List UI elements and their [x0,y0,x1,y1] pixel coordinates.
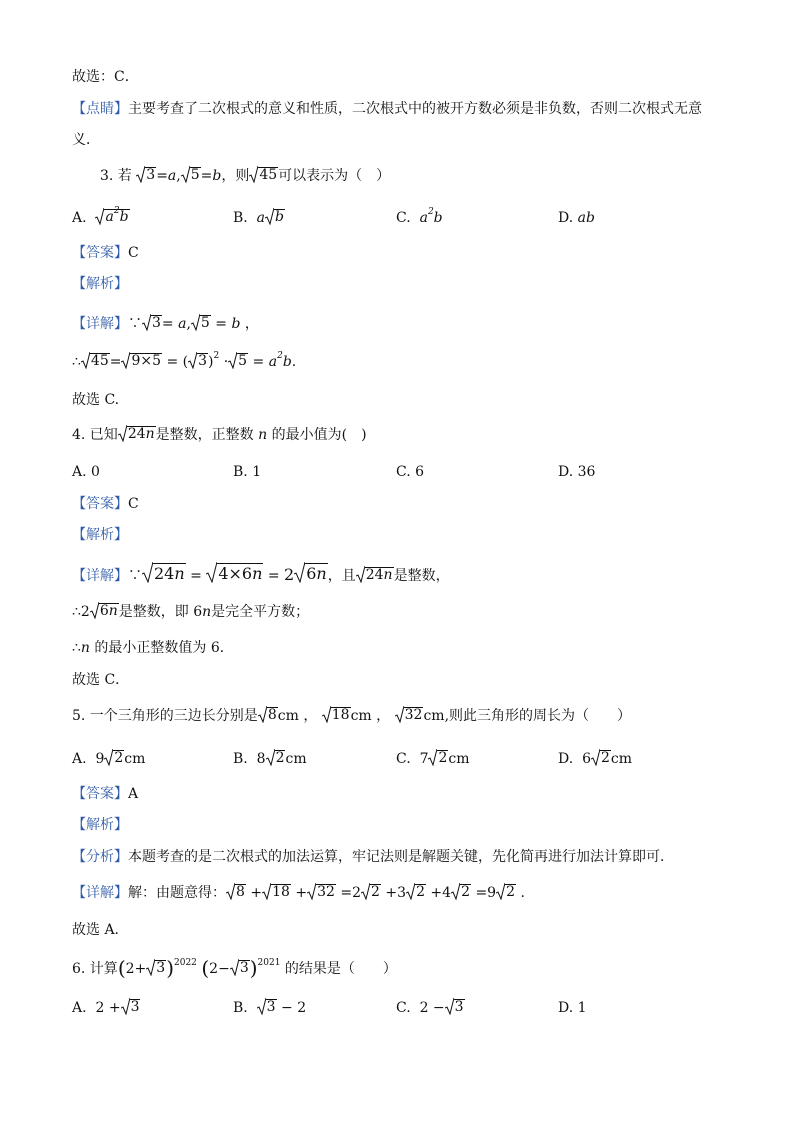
conclusion: 故选 C． [72,672,130,688]
option-c: C. 6 [396,464,425,480]
detail-line: ∴n 的最小正整数值为 6． [72,640,234,656]
dianjing-tag: 【点睛】 [72,101,128,117]
conclusion: 故选 A． [72,922,129,938]
answer-line: 【答案】A [72,786,139,802]
analysis-line: 【分析】本题考查的是二次根式的加法运算，牢记法则是解题关键，先化简再进行加法计算即可． [72,849,674,865]
option-a: A. 9 2 cm [72,750,146,767]
sqrt-3: 3 [136,166,156,183]
question-4-stem: 4. 已知 24n 是整数，正整数 n 的最小值为( ) [72,426,367,443]
option-c: C. 2 − 3 [396,999,464,1016]
option-b: B. a b [233,209,284,226]
option-c: C. 7 2 cm [396,750,470,767]
detail-line: 【详解】解：由题意得： 8 + 18 + 32 =2 2 +3 2 +4 2 =9 2 . [72,884,525,901]
detail-line: 【详解】∵ 3 = a, 5 = b ， [72,315,259,332]
option-d: D. ab [558,210,595,226]
text-line: 义． [72,132,100,148]
answer-line: 【答案】C [72,245,139,261]
sqrt-5: 5 [181,166,201,183]
question-5-stem: 5. 一个三角形的三边长分别是 8 cm ， 18 cm ， 32 cm,则此三角形的周长为（ ） [72,707,632,724]
detail-line: ∴2 6n 是整数，即 6n是完全平方数； [72,603,310,620]
option-c: C. $a^2b$ [396,207,443,226]
sqrt-45: 45 [249,166,278,183]
option-a: A. 0 [72,464,100,480]
analysis-tag: 【解析】 [72,527,128,543]
conclusion: 故选 C. [72,392,120,408]
option-d: D. 6 2 cm [558,750,633,767]
analysis-tag: 【解析】 [72,276,128,292]
option-a: A. $a^2b$ [72,206,129,226]
detail-line: ∴ 45 = 9×5 = ( 3 )$^2$ · 5 = $a^2b$. [72,351,297,370]
dianjing-line: 【点睛】主要考查了二次根式的意义和性质，二次根式中的被开方数必须是非负数，否则二次根式无意 [72,101,702,117]
analysis-tag: 【解析】 [72,817,128,833]
option-d: D. 36 [558,464,596,480]
option-d: D. 1 [558,1000,587,1016]
detail-line: 【详解】∵ 24n = 4×6n = 2 6n ，且 24n 是整数， [72,564,450,584]
question-3-stem: 3. 若 3 =a, 5 =b，则 45 可以表示为（ ） [100,167,391,184]
option-a: A. 2 + 3 [72,999,140,1016]
option-b: B. 1 [233,464,262,480]
option-b: B. 8 2 cm [233,750,307,767]
question-6-stem: 6. 计算(2+ 3 )$^{2022}$ (2− 3 )$^{2021}$ 的结果是（ ） [72,956,397,980]
text-line: 故选：C． [72,69,139,85]
option-b: B. 3 − 2 [233,999,307,1016]
answer-line: 【答案】C [72,496,139,512]
